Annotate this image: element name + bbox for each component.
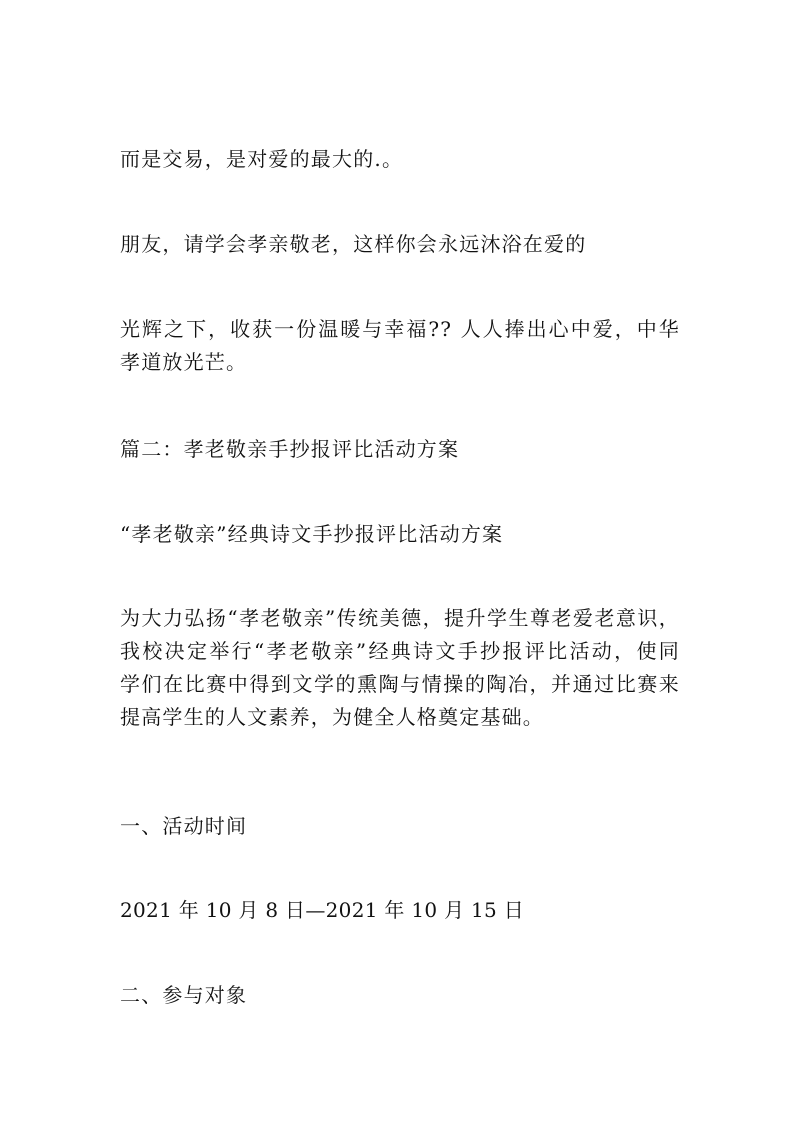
section-heading-participants <box>120 979 680 1012</box>
activity-title <box>120 518 680 551</box>
text-line: 光辉之下，收获一份温暖与幸福?? 人人捧出心中爱，中华 <box>120 317 680 341</box>
text-line: 朋友，请学会孝亲敬老，这样你会永远沐浴在爱的 <box>120 232 587 256</box>
paragraph-friend <box>120 228 680 261</box>
date-text: 2021 年 10 月 8 日—2021 年 10 月 15 日 <box>120 898 525 922</box>
paragraph-trade <box>120 143 680 176</box>
activity-date <box>120 894 680 927</box>
paragraph-body <box>120 602 680 734</box>
section-heading-part2 <box>120 433 680 466</box>
text-line: 为大力弘扬“孝老敬亲”传统美德，提升学生尊老爱老意识， <box>120 606 680 630</box>
paragraph-glory <box>120 313 680 379</box>
title-text: “孝老敬亲”经典诗文手抄报评比活动方案 <box>120 522 504 546</box>
text-line: 我校决定举行“孝老敬亲”经典诗文手抄报评比活动，使同 <box>120 639 680 663</box>
text-line: 提高学生的人文素养，为健全人格奠定基础。 <box>120 705 544 729</box>
heading-text: 二、参与对象 <box>120 983 248 1007</box>
heading-text: 篇二：孝老敬亲手抄报评比活动方案 <box>120 437 460 461</box>
section-heading-time <box>120 810 680 843</box>
text-line: 孝道放光芒。 <box>120 350 248 374</box>
heading-text: 一、活动时间 <box>120 814 248 838</box>
text-line: 学们在比赛中得到文学的熏陶与情操的陶冶，并通过比赛来 <box>120 672 680 696</box>
text-line: 而是交易，是对爱的最大的.。 <box>120 147 404 171</box>
